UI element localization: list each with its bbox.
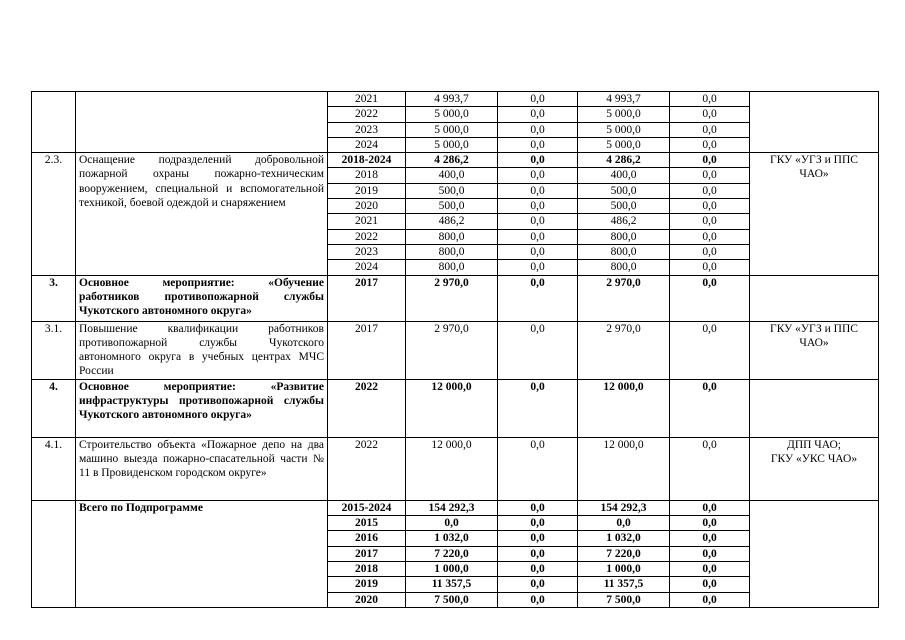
total-cell: 1 032,0 bbox=[406, 531, 498, 546]
number-cell: 4.1. bbox=[32, 437, 76, 500]
total-cell: 800,0 bbox=[406, 244, 498, 259]
federal-cell: 0,0 bbox=[498, 199, 578, 214]
year-cell: 2016 bbox=[328, 531, 406, 546]
year-cell: 2022 bbox=[328, 107, 406, 122]
other-cell: 0,0 bbox=[670, 168, 750, 183]
year-cell: 2021 bbox=[328, 214, 406, 229]
table-row bbox=[32, 153, 879, 168]
federal-cell: 0,0 bbox=[498, 531, 578, 546]
regional-cell: 2 970,0 bbox=[578, 321, 670, 379]
federal-cell: 0,0 bbox=[498, 168, 578, 183]
regional-cell: 4 286,2 bbox=[578, 153, 670, 168]
total-cell: 2 970,0 bbox=[406, 321, 498, 379]
executor-cell bbox=[750, 379, 879, 437]
other-cell: 0,0 bbox=[670, 379, 750, 437]
total-cell: 12 000,0 bbox=[406, 437, 498, 500]
other-cell: 0,0 bbox=[670, 137, 750, 152]
executor-cell bbox=[750, 153, 879, 275]
federal-cell: 0,0 bbox=[498, 437, 578, 500]
year-cell: 2019 bbox=[328, 183, 406, 198]
total-cell: 800,0 bbox=[406, 229, 498, 244]
total-cell: 500,0 bbox=[406, 183, 498, 198]
name-cell: Основное мероприятие: «Обучение работников противопожарной службы Чукотского автономного округа» bbox=[76, 275, 328, 321]
other-cell: 0,0 bbox=[670, 275, 750, 321]
year-cell: 2015-2024 bbox=[328, 500, 406, 515]
regional-cell: 0,0 bbox=[578, 516, 670, 531]
other-cell: 0,0 bbox=[670, 122, 750, 137]
other-cell: 0,0 bbox=[670, 260, 750, 275]
federal-cell: 0,0 bbox=[498, 229, 578, 244]
table-row bbox=[32, 379, 879, 437]
total-cell: 12 000,0 bbox=[406, 379, 498, 437]
regional-cell: 2 970,0 bbox=[578, 275, 670, 321]
federal-cell: 0,0 bbox=[498, 500, 578, 515]
other-cell: 0,0 bbox=[670, 437, 750, 500]
other-cell: 0,0 bbox=[670, 107, 750, 122]
name-cell: Оснащение подразделений добровольной пожарной охраны пожарно-техническим вооружением, специальной и вспомогательной техникой, боевой одеждой и снаряжением bbox=[76, 153, 328, 275]
regional-cell: 486,2 bbox=[578, 214, 670, 229]
number-cell bbox=[32, 92, 76, 153]
other-cell: 0,0 bbox=[670, 561, 750, 576]
year-cell: 2022 bbox=[328, 379, 406, 437]
regional-cell: 4 993,7 bbox=[578, 92, 670, 107]
other-cell: 0,0 bbox=[670, 321, 750, 379]
subprogram-budget-table bbox=[31, 91, 879, 608]
other-cell: 0,0 bbox=[670, 183, 750, 198]
table-row bbox=[32, 275, 879, 321]
total-cell: 800,0 bbox=[406, 260, 498, 275]
table-row bbox=[32, 321, 879, 379]
regional-cell: 800,0 bbox=[578, 260, 670, 275]
executor-cell bbox=[750, 321, 879, 379]
regional-cell: 11 357,5 bbox=[578, 577, 670, 592]
other-cell: 0,0 bbox=[670, 153, 750, 168]
regional-cell: 5 000,0 bbox=[578, 137, 670, 152]
total-cell: 500,0 bbox=[406, 199, 498, 214]
name-cell: Основное мероприятие: «Развитие инфраструктуры противопожарной службы Чукотского автономного округа» bbox=[76, 379, 328, 437]
other-cell: 0,0 bbox=[670, 592, 750, 607]
executor-cell bbox=[750, 437, 879, 500]
executor-text: ГКУ «УГЗ и ППС ЧАО» bbox=[770, 154, 858, 181]
total-cell: 5 000,0 bbox=[406, 107, 498, 122]
year-cell: 2019 bbox=[328, 577, 406, 592]
table-row bbox=[32, 437, 879, 500]
regional-cell: 800,0 bbox=[578, 229, 670, 244]
total-cell: 11 357,5 bbox=[406, 577, 498, 592]
federal-cell: 0,0 bbox=[498, 137, 578, 152]
executor-line: ГКУ «УКС ЧАО» bbox=[770, 453, 858, 466]
total-cell: 154 292,3 bbox=[406, 500, 498, 515]
regional-cell: 1 032,0 bbox=[578, 531, 670, 546]
regional-cell: 12 000,0 bbox=[578, 379, 670, 437]
federal-cell: 0,0 bbox=[498, 260, 578, 275]
total-cell: 2 970,0 bbox=[406, 275, 498, 321]
year-cell: 2024 bbox=[328, 260, 406, 275]
year-cell: 2022 bbox=[328, 229, 406, 244]
federal-cell: 0,0 bbox=[498, 321, 578, 379]
federal-cell: 0,0 bbox=[498, 516, 578, 531]
federal-cell: 0,0 bbox=[498, 561, 578, 576]
other-cell: 0,0 bbox=[670, 531, 750, 546]
other-cell: 0,0 bbox=[670, 516, 750, 531]
year-cell: 2018-2024 bbox=[328, 153, 406, 168]
total-cell: 5 000,0 bbox=[406, 137, 498, 152]
total-cell: 5 000,0 bbox=[406, 122, 498, 137]
federal-cell: 0,0 bbox=[498, 92, 578, 107]
federal-cell: 0,0 bbox=[498, 153, 578, 168]
federal-cell: 0,0 bbox=[498, 107, 578, 122]
total-cell: 4 993,7 bbox=[406, 92, 498, 107]
table-row bbox=[32, 500, 879, 515]
total-cell: 486,2 bbox=[406, 214, 498, 229]
year-cell: 2018 bbox=[328, 561, 406, 576]
year-cell: 2015 bbox=[328, 516, 406, 531]
total-cell: 1 000,0 bbox=[406, 561, 498, 576]
regional-cell: 12 000,0 bbox=[578, 437, 670, 500]
year-cell: 2023 bbox=[328, 122, 406, 137]
regional-cell: 500,0 bbox=[578, 199, 670, 214]
federal-cell: 0,0 bbox=[498, 577, 578, 592]
federal-cell: 0,0 bbox=[498, 275, 578, 321]
federal-cell: 0,0 bbox=[498, 244, 578, 259]
year-cell: 2018 bbox=[328, 168, 406, 183]
other-cell: 0,0 bbox=[670, 500, 750, 515]
regional-cell: 154 292,3 bbox=[578, 500, 670, 515]
year-cell: 2017 bbox=[328, 275, 406, 321]
table-row bbox=[32, 92, 879, 107]
executor-cell bbox=[750, 92, 879, 153]
federal-cell: 0,0 bbox=[498, 183, 578, 198]
number-cell: 2.3. bbox=[32, 153, 76, 275]
year-cell: 2024 bbox=[328, 137, 406, 152]
total-cell: 400,0 bbox=[406, 168, 498, 183]
year-cell: 2020 bbox=[328, 199, 406, 214]
number-cell: 3.1. bbox=[32, 321, 76, 379]
executor-cell bbox=[750, 275, 879, 321]
regional-cell: 7 220,0 bbox=[578, 546, 670, 561]
federal-cell: 0,0 bbox=[498, 592, 578, 607]
regional-cell: 1 000,0 bbox=[578, 561, 670, 576]
total-cell: 7 220,0 bbox=[406, 546, 498, 561]
year-cell: 2021 bbox=[328, 92, 406, 107]
executor-line: ДПП ЧАО; bbox=[786, 438, 842, 451]
federal-cell: 0,0 bbox=[498, 546, 578, 561]
year-cell: 2017 bbox=[328, 546, 406, 561]
name-cell: Строительство объекта «Пожарное депо на два машино выезда пожарно-спасательной части № 11 в Провиденском городском округе» bbox=[76, 437, 328, 500]
year-cell: 2017 bbox=[328, 321, 406, 379]
regional-cell: 500,0 bbox=[578, 183, 670, 198]
name-cell bbox=[76, 92, 328, 153]
regional-cell: 5 000,0 bbox=[578, 107, 670, 122]
year-cell: 2020 bbox=[328, 592, 406, 607]
other-cell: 0,0 bbox=[670, 244, 750, 259]
number-cell: 4. bbox=[32, 379, 76, 437]
other-cell: 0,0 bbox=[670, 546, 750, 561]
other-cell: 0,0 bbox=[670, 214, 750, 229]
executor-cell bbox=[750, 500, 879, 607]
name-cell: Повышение квалификации работников противопожарной службы Чукотского автономного округа в учебных центрах МЧС России bbox=[76, 321, 328, 379]
other-cell: 0,0 bbox=[670, 229, 750, 244]
total-cell: 0,0 bbox=[406, 516, 498, 531]
number-cell bbox=[32, 500, 76, 607]
other-cell: 0,0 bbox=[670, 577, 750, 592]
federal-cell: 0,0 bbox=[498, 214, 578, 229]
total-cell: 4 286,2 bbox=[406, 153, 498, 168]
federal-cell: 0,0 bbox=[498, 122, 578, 137]
number-cell: 3. bbox=[32, 275, 76, 321]
regional-cell: 5 000,0 bbox=[578, 122, 670, 137]
year-cell: 2023 bbox=[328, 244, 406, 259]
year-cell: 2022 bbox=[328, 437, 406, 500]
total-label: Всего по Подпрограмме bbox=[76, 500, 328, 607]
regional-cell: 7 500,0 bbox=[578, 592, 670, 607]
other-cell: 0,0 bbox=[670, 199, 750, 214]
regional-cell: 800,0 bbox=[578, 244, 670, 259]
executor-text: ГКУ «УГЗ и ППС ЧАО» bbox=[770, 322, 858, 349]
other-cell: 0,0 bbox=[670, 92, 750, 107]
regional-cell: 400,0 bbox=[578, 168, 670, 183]
total-cell: 7 500,0 bbox=[406, 592, 498, 607]
federal-cell: 0,0 bbox=[498, 379, 578, 437]
